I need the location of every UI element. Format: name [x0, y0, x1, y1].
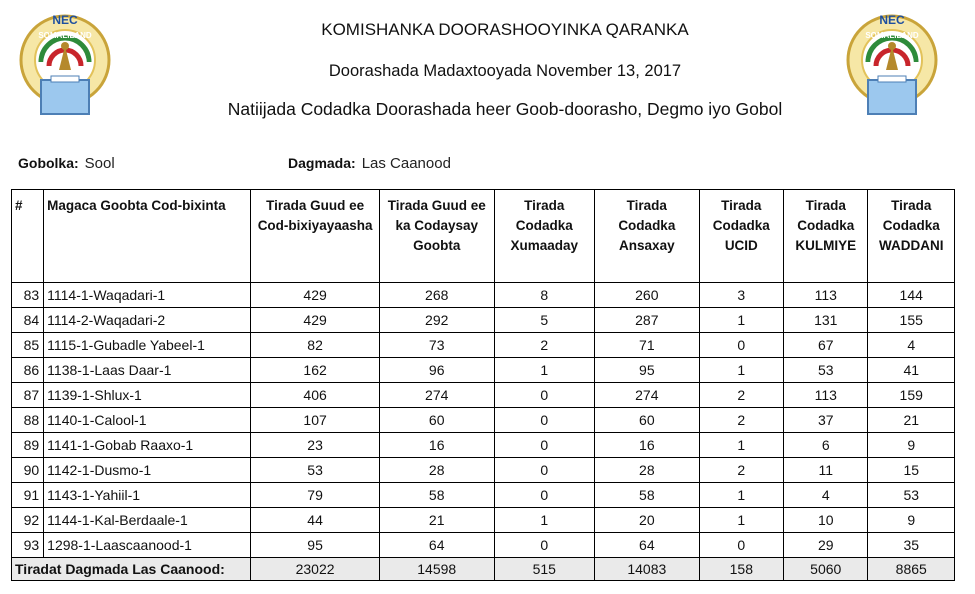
header-cell: Tirada Codadka Ansaxay: [595, 190, 700, 283]
vote-count-cell: 113: [784, 383, 868, 408]
vote-count-cell: 0: [494, 408, 595, 433]
total-label: Tiradat Dagmada Las Caanood:: [12, 558, 251, 581]
vote-count-cell: 268: [379, 283, 494, 308]
table-row: [12, 333, 955, 358]
row-number-cell: 89: [12, 433, 44, 458]
vote-count-cell: 4: [868, 333, 955, 358]
vote-count-cell: 1: [699, 433, 783, 458]
table-row: [12, 383, 955, 408]
vote-count-cell: 11: [784, 458, 868, 483]
header-cell: Tirada Codadka KULMIYE: [784, 190, 868, 283]
vote-count-cell: 2: [699, 383, 783, 408]
vote-count-cell: 131: [784, 308, 868, 333]
table-row: [12, 433, 955, 458]
row-number-cell: 88: [12, 408, 44, 433]
vote-count-cell: 58: [595, 483, 700, 508]
nec-logo-top-text: NEC: [52, 13, 78, 27]
total-cell: 515: [494, 558, 595, 581]
vote-count-cell: 3: [699, 283, 783, 308]
vote-count-cell: 260: [595, 283, 700, 308]
row-number-cell: 92: [12, 508, 44, 533]
polling-station-cell: 1138-1-Laas Daar-1: [44, 358, 251, 383]
vote-count-cell: 79: [251, 483, 380, 508]
table-row: [12, 458, 955, 483]
document-description: Natiijada Codadka Doorashada heer Goob-doorasho, Degmo iyo Gobol: [227, 99, 783, 119]
vote-count-cell: 162: [251, 358, 380, 383]
region-field: [18, 155, 115, 172]
vote-count-cell: 5: [494, 308, 595, 333]
polling-station-cell: 1144-1-Kal-Berdaale-1: [44, 508, 251, 533]
total-row: [12, 558, 955, 581]
vote-count-cell: 44: [251, 508, 380, 533]
header-cell: Tirada Codadka Xumaaday: [494, 190, 595, 283]
vote-count-cell: 2: [699, 458, 783, 483]
vote-count-cell: 406: [251, 383, 380, 408]
row-number-cell: 85: [12, 333, 44, 358]
vote-count-cell: 53: [251, 458, 380, 483]
total-cell: 23022: [251, 558, 380, 581]
vote-count-cell: 16: [379, 433, 494, 458]
vote-count-cell: 21: [868, 408, 955, 433]
table-row: [12, 508, 955, 533]
vote-count-cell: 23: [251, 433, 380, 458]
table-row: [12, 358, 955, 383]
region-value: Sool: [84, 155, 115, 172]
vote-count-cell: 67: [784, 333, 868, 358]
nec-logo-right: [842, 10, 942, 130]
vote-count-cell: 9: [868, 508, 955, 533]
vote-count-cell: 53: [868, 483, 955, 508]
vote-count-cell: 28: [595, 458, 700, 483]
vote-count-cell: 144: [868, 283, 955, 308]
total-cell: 158: [699, 558, 783, 581]
vote-count-cell: 155: [868, 308, 955, 333]
polling-station-cell: 1139-1-Shlux-1: [44, 383, 251, 408]
vote-count-cell: 1: [494, 508, 595, 533]
row-number-cell: 86: [12, 358, 44, 383]
nec-logo-top-text: NEC: [879, 13, 905, 27]
vote-count-cell: 71: [595, 333, 700, 358]
vote-count-cell: 60: [379, 408, 494, 433]
vote-count-cell: 0: [699, 333, 783, 358]
header-cell: #: [12, 190, 44, 283]
vote-count-cell: 0: [699, 533, 783, 558]
vote-count-cell: 21: [379, 508, 494, 533]
table-row: [12, 483, 955, 508]
polling-station-cell: 1114-2-Waqadari-2: [44, 308, 251, 333]
vote-count-cell: 2: [699, 408, 783, 433]
vote-count-cell: 41: [868, 358, 955, 383]
header-cell: Magaca Goobta Cod-bixinta: [44, 190, 251, 283]
total-cell: 14598: [379, 558, 494, 581]
vote-count-cell: 1: [699, 358, 783, 383]
row-number-cell: 91: [12, 483, 44, 508]
vote-count-cell: 15: [868, 458, 955, 483]
vote-count-cell: 159: [868, 383, 955, 408]
header-cell: Tirada Codadka WADDANI: [868, 190, 955, 283]
vote-count-cell: 53: [784, 358, 868, 383]
total-cell: 5060: [784, 558, 868, 581]
nec-logo-left: [15, 10, 115, 130]
table-header-row: [12, 190, 955, 283]
vote-count-cell: 16: [595, 433, 700, 458]
total-cell: 14083: [595, 558, 700, 581]
header-cell: Tirada Guud ee Cod-bixiyayaasha: [251, 190, 380, 283]
row-number-cell: 93: [12, 533, 44, 558]
results-table: [11, 189, 955, 581]
document-subtitle: Doorashada Madaxtooyada November 13, 2017: [328, 62, 682, 80]
vote-count-cell: 274: [595, 383, 700, 408]
vote-count-cell: 58: [379, 483, 494, 508]
region-label: Gobolka:: [18, 155, 79, 171]
vote-count-cell: 8: [494, 283, 595, 308]
vote-count-cell: 1: [699, 308, 783, 333]
table-body: [12, 283, 955, 558]
table-row: [12, 283, 955, 308]
vote-count-cell: 0: [494, 383, 595, 408]
vote-count-cell: 1: [699, 508, 783, 533]
row-number-cell: 90: [12, 458, 44, 483]
vote-count-cell: 95: [251, 533, 380, 558]
row-number-cell: 84: [12, 308, 44, 333]
header-cell: Tirada Codadka UCID: [699, 190, 783, 283]
polling-station-cell: 1298-1-Laascaanood-1: [44, 533, 251, 558]
district-value: Las Caanood: [361, 155, 451, 172]
vote-count-cell: 64: [595, 533, 700, 558]
polling-station-cell: 1141-1-Gobab Raaxo-1: [44, 433, 251, 458]
vote-count-cell: 107: [251, 408, 380, 433]
table-row: [12, 308, 955, 333]
vote-count-cell: 4: [784, 483, 868, 508]
vote-count-cell: 292: [379, 308, 494, 333]
vote-count-cell: 28: [379, 458, 494, 483]
vote-count-cell: 9: [868, 433, 955, 458]
vote-count-cell: 60: [595, 408, 700, 433]
vote-count-cell: 0: [494, 433, 595, 458]
polling-station-cell: 1115-1-Gubadle Yabeel-1: [44, 333, 251, 358]
vote-count-cell: 274: [379, 383, 494, 408]
table-row: [12, 408, 955, 433]
polling-station-cell: 1140-1-Calool-1: [44, 408, 251, 433]
vote-count-cell: 6: [784, 433, 868, 458]
vote-count-cell: 96: [379, 358, 494, 383]
vote-count-cell: 287: [595, 308, 700, 333]
vote-count-cell: 429: [251, 308, 380, 333]
district-label: Dagmada:: [288, 155, 356, 171]
polling-station-cell: 1142-1-Dusmo-1: [44, 458, 251, 483]
row-number-cell: 83: [12, 283, 44, 308]
nec-logo-ring-text: SOMALILAND: [865, 31, 919, 40]
document-title: KOMISHANKA DOORASHOOYINKA QARANKA: [321, 20, 689, 39]
vote-count-cell: 1: [699, 483, 783, 508]
vote-count-cell: 64: [379, 533, 494, 558]
vote-count-cell: 10: [784, 508, 868, 533]
total-cell: 8865: [868, 558, 955, 581]
vote-count-cell: 0: [494, 458, 595, 483]
vote-count-cell: 113: [784, 283, 868, 308]
vote-count-cell: 73: [379, 333, 494, 358]
vote-count-cell: 35: [868, 533, 955, 558]
vote-count-cell: 37: [784, 408, 868, 433]
vote-count-cell: 0: [494, 533, 595, 558]
vote-count-cell: 20: [595, 508, 700, 533]
nec-logo-ring-text: SOMALILAND: [38, 31, 92, 40]
district-field: [288, 155, 451, 172]
row-number-cell: 87: [12, 383, 44, 408]
polling-station-cell: 1143-1-Yahiil-1: [44, 483, 251, 508]
vote-count-cell: 429: [251, 283, 380, 308]
vote-count-cell: 95: [595, 358, 700, 383]
vote-count-cell: 82: [251, 333, 380, 358]
header-cell: Tirada Guud ee ka Codaysay Goobta: [379, 190, 494, 283]
table-row: [12, 533, 955, 558]
vote-count-cell: 1: [494, 358, 595, 383]
vote-count-cell: 29: [784, 533, 868, 558]
polling-station-cell: 1114-1-Waqadari-1: [44, 283, 251, 308]
vote-count-cell: 0: [494, 483, 595, 508]
vote-count-cell: 2: [494, 333, 595, 358]
